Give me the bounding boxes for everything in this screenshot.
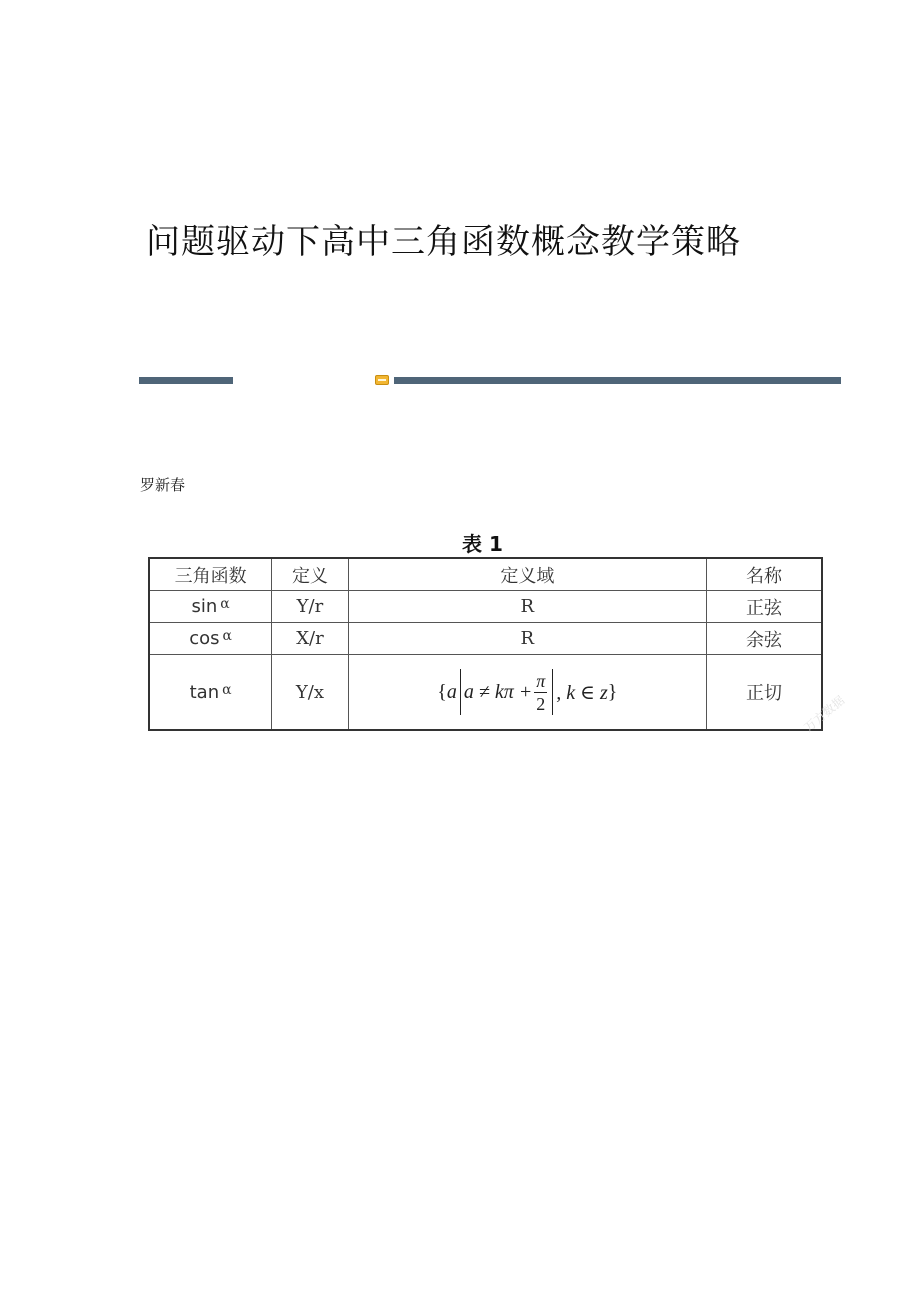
divider-bar-left — [139, 377, 233, 384]
table-row — [149, 623, 822, 655]
formula-variable: a — [446, 680, 457, 703]
alpha-symbol: α — [222, 628, 232, 644]
cell-function — [149, 655, 272, 731]
cell-definition: Y/x — [272, 655, 349, 731]
header-cell-domain: 定义域 — [348, 558, 706, 591]
cell-definition: X/r — [272, 623, 349, 655]
domain-formula — [437, 669, 617, 715]
divider-badge-icon — [375, 375, 389, 385]
cell-name: 正弦 — [706, 591, 822, 623]
table-caption: 表 1 — [462, 532, 503, 556]
table-row — [149, 655, 822, 731]
cell-name: 正切 — [706, 655, 822, 731]
alpha-symbol: α — [222, 681, 232, 698]
trig-function-table — [148, 557, 823, 731]
function-name: cos — [189, 628, 220, 649]
page-title: 问题驱动下高中三角函数概念教学策略 — [146, 222, 741, 262]
cell-function — [149, 623, 272, 655]
formula-bar-left — [460, 669, 461, 715]
author-name: 罗新春 — [140, 476, 186, 494]
fraction-numerator: π — [536, 670, 546, 691]
header-cell-definition: 定义 — [272, 558, 349, 591]
divider-bar-right — [394, 377, 841, 384]
header-cell-name: 名称 — [706, 558, 822, 591]
formula-open-brace: { — [437, 680, 447, 703]
alpha-symbol: α — [220, 596, 230, 612]
formula-fraction — [534, 670, 547, 715]
cell-domain: R — [348, 591, 706, 623]
cell-domain-formula — [348, 655, 706, 731]
function-name: tan — [189, 681, 220, 703]
title-divider — [139, 375, 841, 384]
cell-domain: R — [348, 623, 706, 655]
fraction-denominator: 2 — [536, 693, 546, 714]
formula-condition: a ≠ kπ + — [463, 680, 533, 703]
header-cell-function: 三角函数 — [149, 558, 272, 591]
cell-function — [149, 591, 272, 623]
formula-close-brace: } — [607, 680, 618, 703]
formula-bar-right — [552, 669, 553, 715]
cell-definition: Y/r — [272, 591, 349, 623]
table-header-row — [149, 558, 822, 591]
table-row — [149, 591, 822, 623]
cell-name: 余弦 — [706, 623, 822, 655]
formula-tail: , k ∈ z — [556, 681, 608, 704]
function-name: sin — [191, 596, 218, 617]
watermark-text: 万方数据 — [801, 693, 848, 735]
